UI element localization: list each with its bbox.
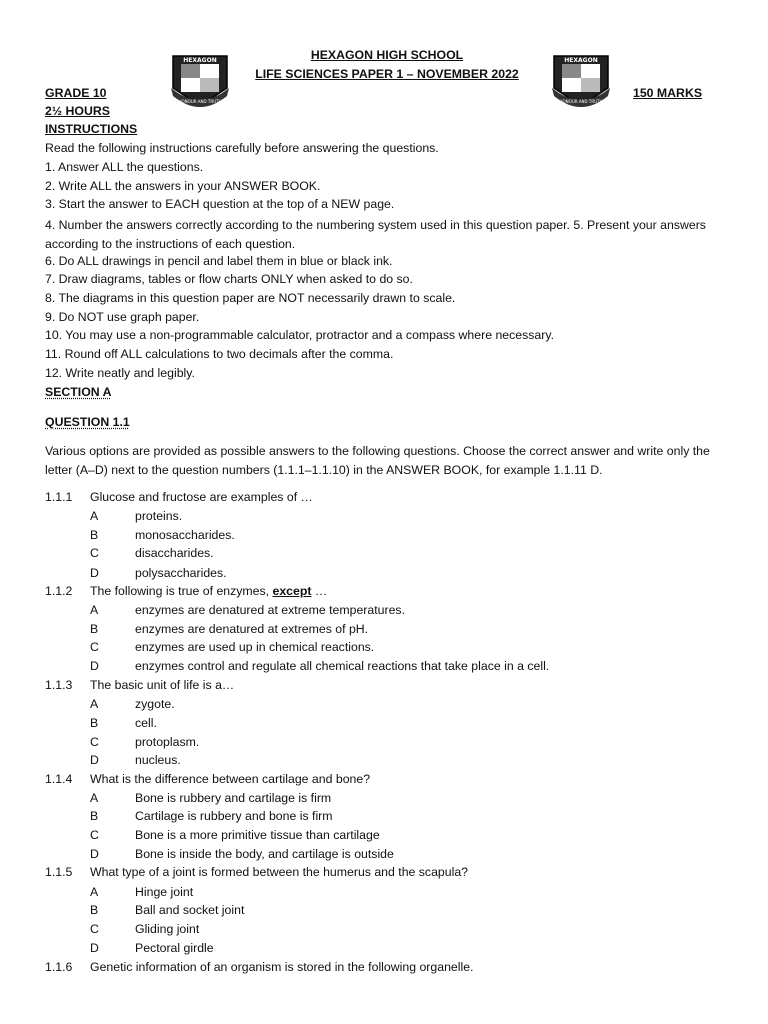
question-text: Genetic information of an organism is stored in the following organelle.: [90, 960, 474, 974]
option-text: Gliding joint: [135, 922, 200, 936]
option-text: proteins.: [135, 509, 183, 523]
instruction-item: 7. Draw diagrams, tables or flow charts ONLY when asked to do so.: [45, 272, 413, 286]
option-letter: A: [90, 509, 99, 523]
option-letter: A: [90, 603, 99, 617]
svg-text:HONOUR AND TRUTH: HONOUR AND TRUTH: [178, 99, 222, 104]
option-letter: A: [90, 885, 99, 899]
option-letter: D: [90, 566, 99, 580]
total-marks: 150 MARKS: [633, 86, 703, 100]
option-letter: A: [90, 791, 99, 805]
instructions-heading: INSTRUCTIONS: [45, 122, 138, 136]
option-text: monosaccharides.: [135, 528, 235, 542]
option-letter: C: [90, 546, 99, 560]
school-name: HEXAGON HIGH SCHOOL: [310, 48, 464, 62]
section-heading: SECTION A: [45, 385, 112, 399]
option-text: enzymes are denatured at extreme temperatures.: [135, 603, 405, 617]
option-letter: B: [90, 622, 99, 636]
svg-text:HEXAGON: HEXAGON: [183, 57, 217, 64]
grade-label: GRADE 10: [45, 86, 107, 100]
svg-text:HONOUR AND TRUTH: HONOUR AND TRUTH: [559, 99, 603, 104]
question-number: 1.1.5: [45, 865, 73, 879]
question-intro: Various options are provided as possible answers to the following questions. Choose the correct answer and write only the letter (A–D) next to the question numbers (1.1.1–1.1.10) in the ANSWER BOOK, for example 1.1.11 D.: [45, 444, 710, 477]
school-crest-logo-right: [548, 50, 614, 108]
question-number: 1.1.2: [45, 584, 73, 598]
option-letter: D: [90, 941, 99, 955]
option-letter: C: [90, 922, 99, 936]
question-text: The basic unit of life is a…: [90, 678, 235, 692]
instruction-item: 8. The diagrams in this question paper are NOT necessarily drawn to scale.: [45, 291, 456, 305]
option-text: enzymes are denatured at extremes of pH.: [135, 622, 369, 636]
option-text: protoplasm.: [135, 735, 200, 749]
option-text: Cartilage is rubbery and bone is firm: [135, 809, 333, 823]
instructions-intro: Read the following instructions carefully before answering the questions.: [45, 141, 439, 155]
paper-title: LIFE SCIENCES PAPER 1 – NOVEMBER 2022: [255, 67, 519, 81]
question-text: Glucose and fructose are examples of …: [90, 490, 313, 504]
option-letter: D: [90, 753, 99, 767]
option-letter: C: [90, 735, 99, 749]
question-number: 1.1.1: [45, 490, 73, 504]
instruction-item: 11. Round off ALL calculations to two decimals after the comma.: [45, 347, 394, 361]
option-letter: B: [90, 528, 99, 542]
option-text: polysaccharides.: [135, 566, 227, 580]
option-text: Bone is inside the body, and cartilage is outside: [135, 847, 394, 861]
instruction-item: 9. Do NOT use graph paper.: [45, 310, 200, 324]
option-letter: D: [90, 659, 99, 673]
instruction-item: 6. Do ALL drawings in pencil and label them in blue or black ink.: [45, 254, 393, 268]
instruction-item: 2. Write ALL the answers in your ANSWER BOOK.: [45, 179, 321, 193]
instruction-item: 4. Number the answers correctly according to the numbering system used in this question paper. 5. Present your answers according to the instructions of each question.: [45, 218, 706, 251]
option-letter: A: [90, 697, 99, 711]
question-number: 1.1.6: [45, 960, 73, 974]
option-text: disaccharides.: [135, 546, 214, 560]
option-letter: B: [90, 716, 99, 730]
question-text: The following is true of enzymes, except …: [90, 584, 328, 598]
question-number: 1.1.4: [45, 772, 73, 786]
instruction-item: 3. Start the answer to EACH question at the top of a NEW page.: [45, 197, 395, 211]
option-text: zygote.: [135, 697, 175, 711]
option-text: Hinge joint: [135, 885, 194, 899]
option-text: Ball and socket joint: [135, 903, 245, 917]
instruction-item: 1. Answer ALL the questions.: [45, 160, 204, 174]
question-text: What is the difference between cartilage and bone?: [90, 772, 371, 786]
option-text: enzymes control and regulate all chemical reactions that take place in a cell.: [135, 659, 550, 673]
emphasis-except: except: [272, 584, 312, 598]
option-text: Bone is a more primitive tissue than cartilage: [135, 828, 380, 842]
question-text: What type of a joint is formed between the humerus and the scapula?: [90, 865, 469, 879]
instruction-item: 10. You may use a non-programmable calculator, protractor and a compass where necessary.: [45, 328, 554, 342]
option-letter: C: [90, 640, 99, 654]
option-text: Pectoral girdle: [135, 941, 214, 955]
option-letter: D: [90, 847, 99, 861]
school-crest-logo-left: [167, 50, 233, 108]
option-letter: B: [90, 903, 99, 917]
question-title: QUESTION 1.1: [45, 415, 130, 429]
option-text: nucleus.: [135, 753, 181, 767]
question-number: 1.1.3: [45, 678, 73, 692]
option-letter: C: [90, 828, 99, 842]
option-text: enzymes are used up in chemical reactions.: [135, 640, 375, 654]
instruction-item: 12. Write neatly and legibly.: [45, 366, 195, 380]
option-text: Bone is rubbery and cartilage is firm: [135, 791, 332, 805]
svg-text:HEXAGON: HEXAGON: [564, 57, 598, 64]
option-text: cell.: [135, 716, 157, 730]
option-letter: B: [90, 809, 99, 823]
duration-label: 2½ HOURS: [45, 104, 110, 118]
